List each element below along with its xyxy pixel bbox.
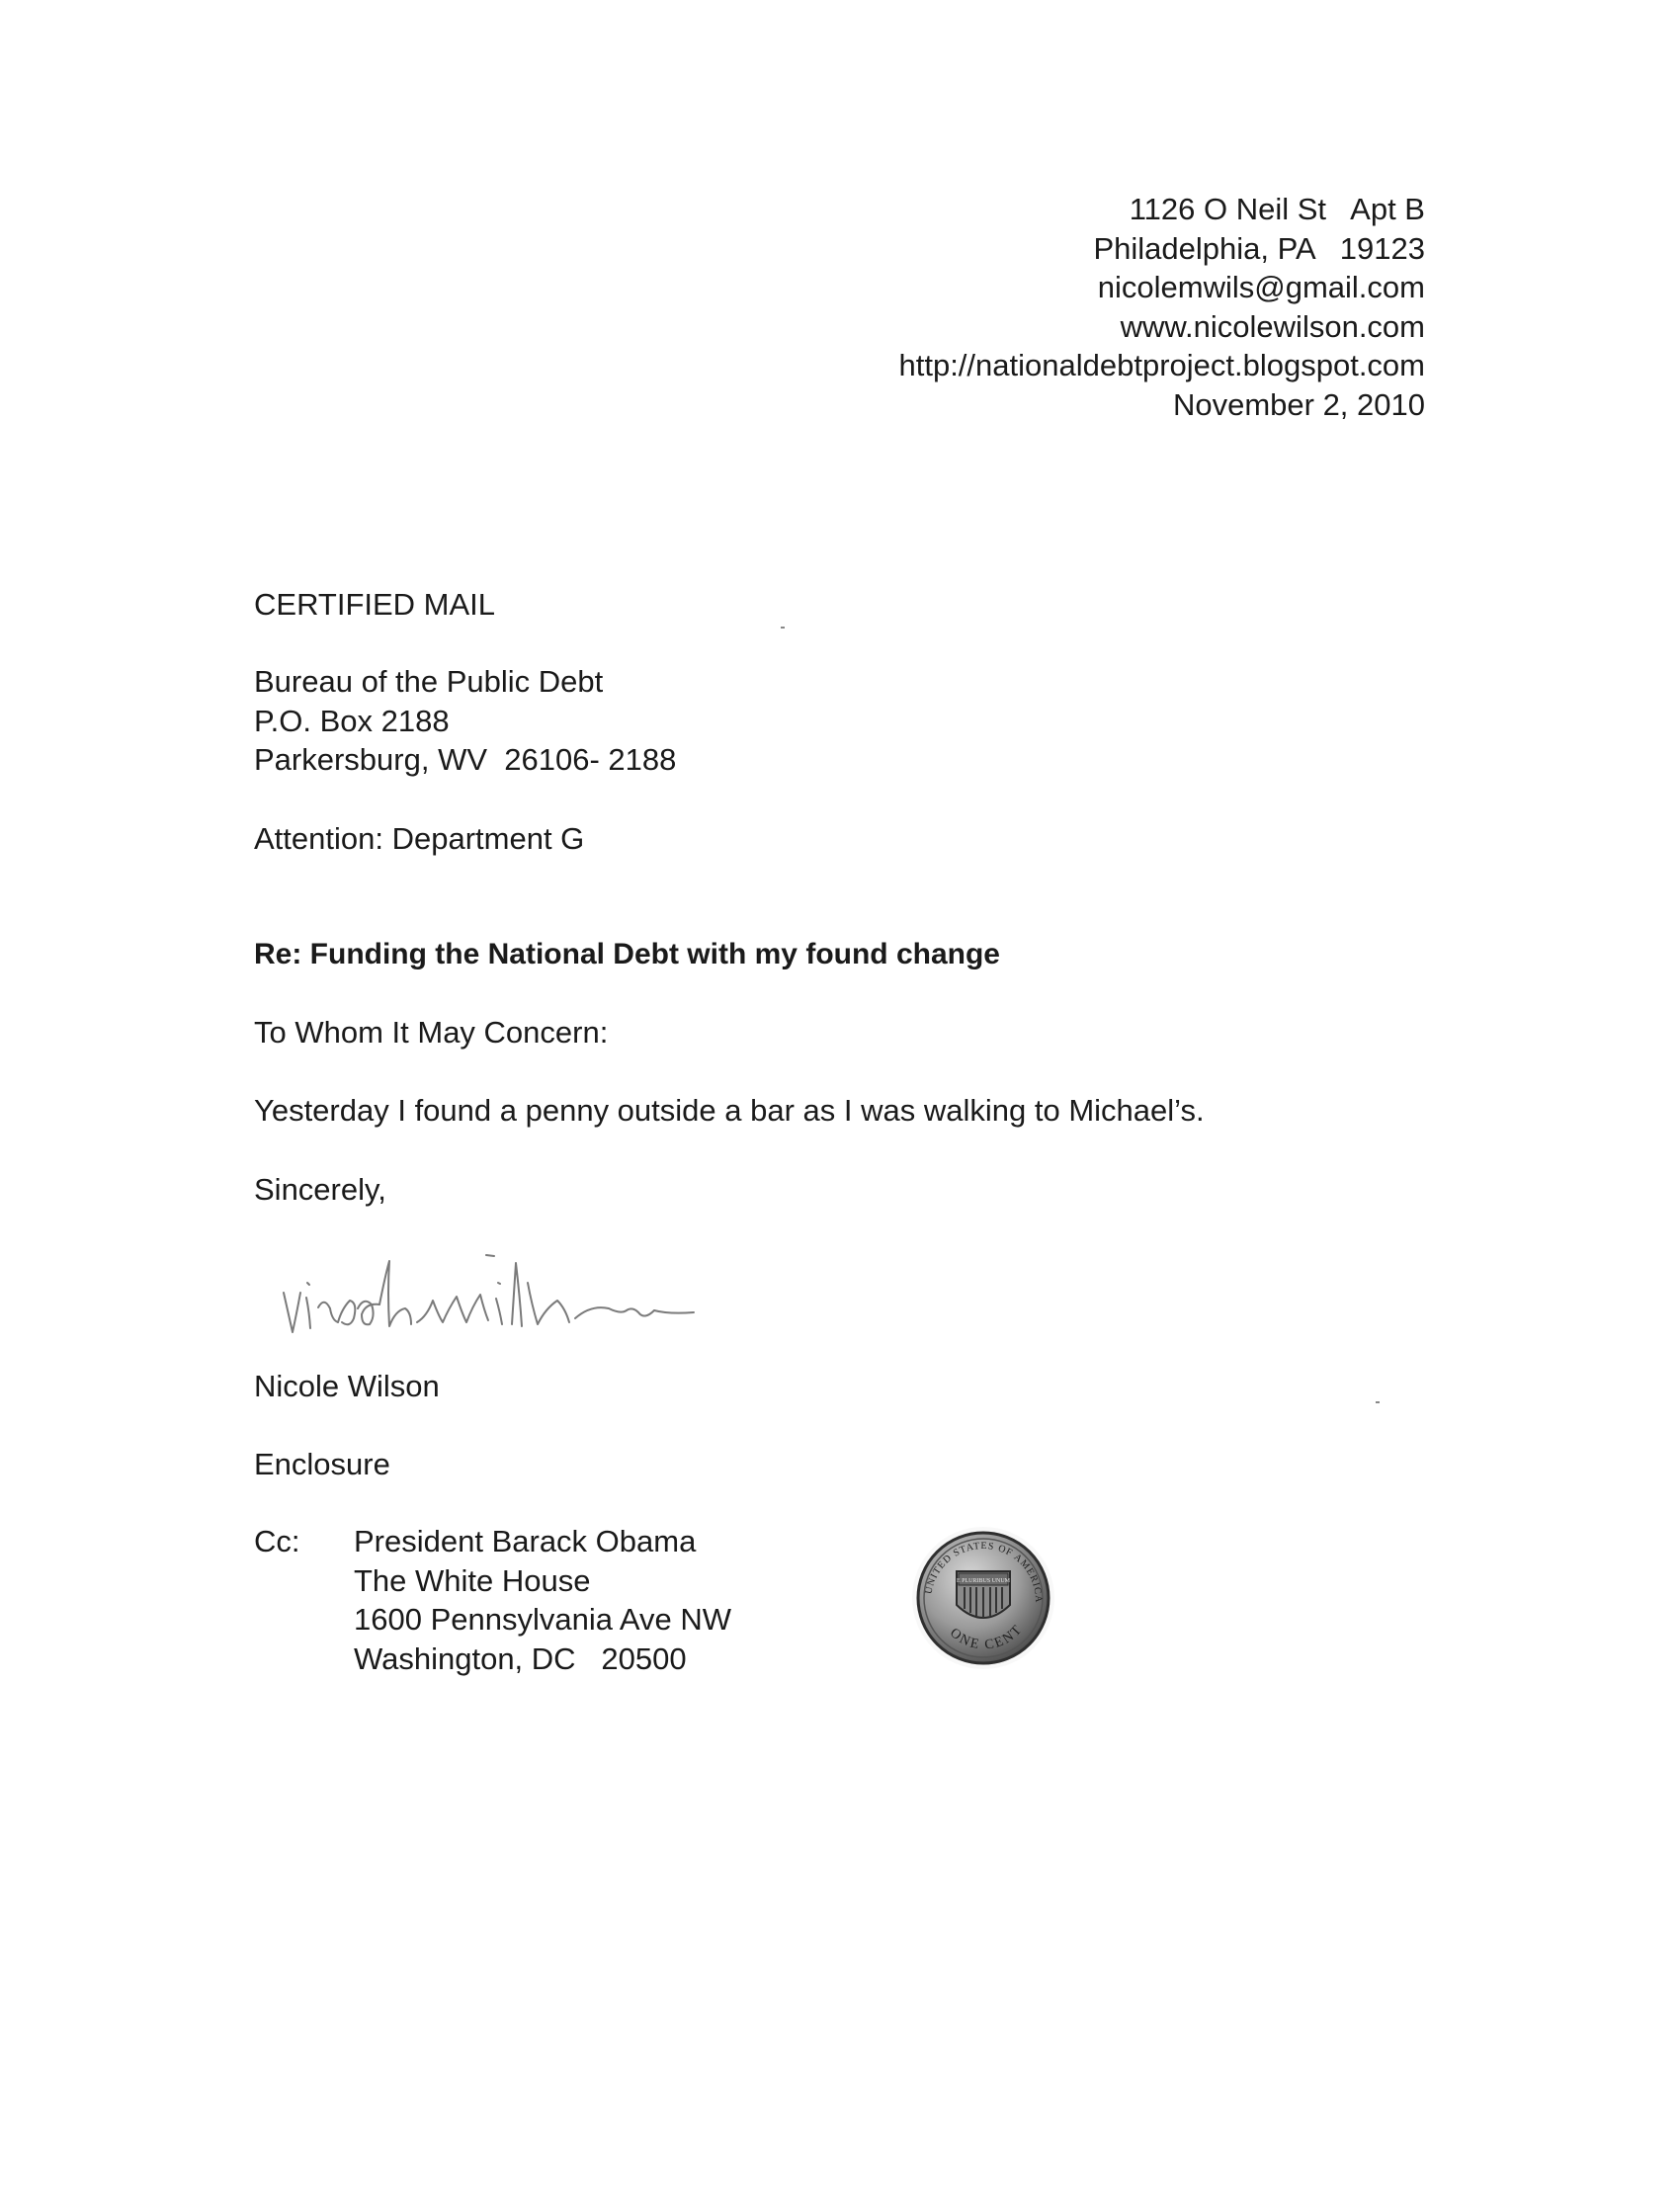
coin-top-text: UNITED STATES OF AMERICA xyxy=(923,1540,1045,1604)
scan-speck xyxy=(1376,1401,1380,1403)
sender-blog: http://nationaldebtproject.blogspot.com xyxy=(898,348,1425,382)
sender-address-block xyxy=(898,190,1425,424)
attention-line: Attention: Department G xyxy=(254,821,585,856)
sender-email: nicolemwils@gmail.com xyxy=(1097,270,1425,304)
coin-shield-text: E PLURIBUS UNUM xyxy=(956,1578,1011,1584)
cc-label: Cc: xyxy=(254,1524,300,1558)
sender-website: www.nicolewilson.com xyxy=(1120,308,1425,344)
scan-speck xyxy=(781,627,785,629)
enclosure-note: Enclosure xyxy=(254,1447,390,1481)
cc-line: 1600 Pennsylvania Ave NW xyxy=(354,1602,731,1637)
cc-line: Washington, DC 20500 xyxy=(354,1640,687,1676)
handwritten-signature-icon xyxy=(279,1253,704,1344)
coin-bottom-text: ONE CENT xyxy=(947,1622,1027,1653)
letter-body: Yesterday I found a penny outside a bar as I was walking to Michael’s. xyxy=(254,1093,1205,1128)
recipient-name: Bureau of the Public Debt xyxy=(254,664,604,699)
cc-line: President Barack Obama xyxy=(354,1524,697,1558)
sender-street: 1126 O Neil St Apt B xyxy=(1129,192,1425,226)
recipient-city: Parkersburg, WV 26106- 2188 xyxy=(254,742,677,777)
penny-coin-icon xyxy=(909,1524,1057,1672)
salutation: To Whom It May Concern: xyxy=(254,1015,609,1050)
mail-type: CERTIFIED MAIL xyxy=(254,587,496,622)
sender-city: Philadelphia, PA 19123 xyxy=(1093,230,1425,266)
recipient-address-block xyxy=(254,662,676,780)
letter-date: November 2, 2010 xyxy=(1172,386,1425,422)
subject-line: Re: Funding the National Debt with my found change xyxy=(254,938,1000,970)
recipient-po-box: P.O. Box 2188 xyxy=(254,703,450,738)
closing: Sincerely, xyxy=(254,1172,386,1207)
cc-line: The White House xyxy=(354,1562,591,1598)
signer-name: Nicole Wilson xyxy=(254,1369,440,1403)
cc-address-block xyxy=(354,1522,731,1678)
